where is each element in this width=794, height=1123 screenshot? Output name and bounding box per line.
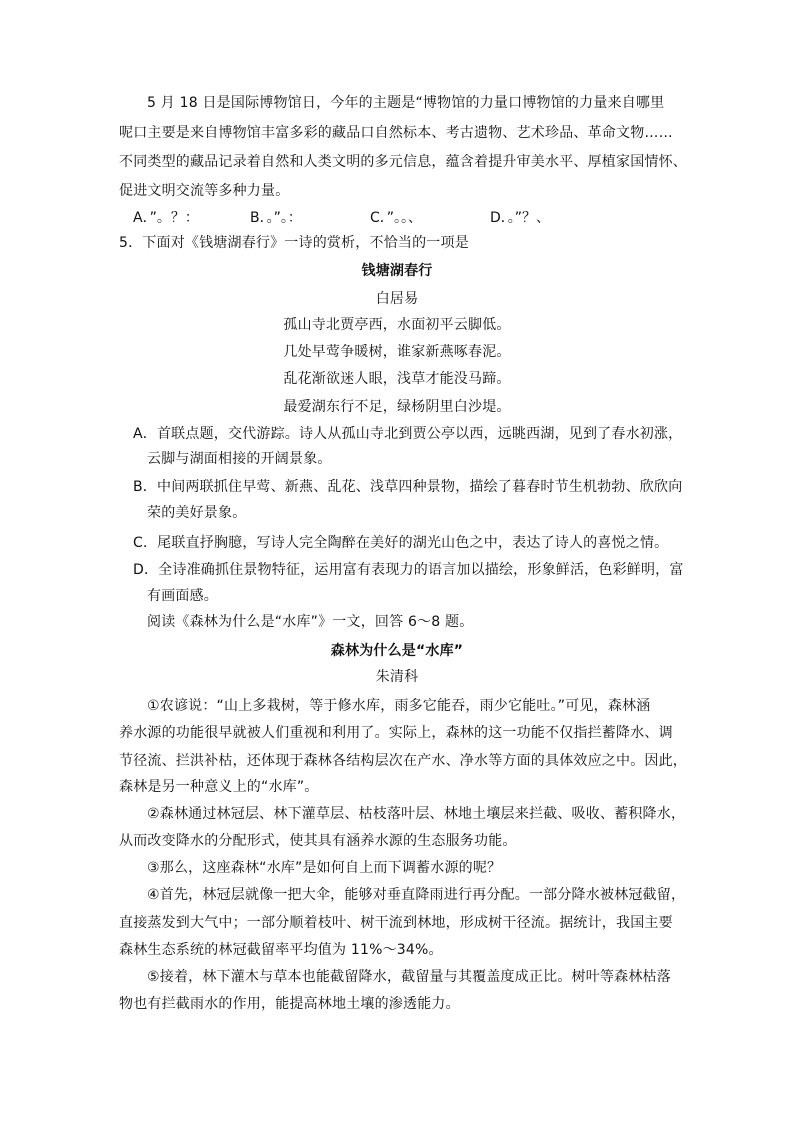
paragraph-2-line: 从而改变降水的分配形式，使其具有涵养水源的生态服务功能。 bbox=[119, 833, 517, 849]
paragraph-1-line: 森林是另一种意义上的“水库”。 bbox=[119, 779, 319, 795]
poem-line: 孤山寺北贾亭西，水面初平云脚低。 bbox=[283, 317, 511, 333]
q5-option-a-cont: 云脚与湖面相接的开阔景象。 bbox=[147, 451, 332, 467]
poem-line: 几处早莺争暖树，谁家新燕啄春泥。 bbox=[283, 344, 511, 360]
paragraph-4-line: 森林生态系统的林冠截留率平均值为 11%～34%。 bbox=[119, 942, 443, 958]
reading-intro: 阅读《森林为什么是“水库”》一文，回答 6～8 题。 bbox=[147, 614, 474, 630]
q5-option-b-cont: 荣的美好景象。 bbox=[147, 505, 247, 521]
poem-author: 白居易 bbox=[375, 291, 419, 307]
q4-passage-line-4: 促进文明交流等多种力量。 bbox=[119, 183, 290, 199]
q4-option-c: C．”。。、 bbox=[370, 210, 423, 226]
article-title: 森林为什么是“水库” bbox=[330, 643, 464, 659]
paragraph-2: ②森林通过林冠层、林下灌草层、枯枝落叶层、林地土壤层来拦截、吸收、蓄积降水， bbox=[147, 806, 686, 822]
paragraph-5: ⑤接着，林下灌木与草本也能截留降水，截留量与其覆盖度成正比。树叶等森林枯落 bbox=[147, 969, 671, 985]
paragraph-1-line: 养水源的功能很早就被人们重视和利用了。实际上，森林的这一功能不仅指拦蓄降水、调 bbox=[119, 725, 673, 741]
paragraph-1: ①农谚说：“山上多栽树，等于修水库，雨多它能吞，雨少它能吐。”可见，森林涵 bbox=[147, 698, 651, 714]
q4-option-b: B．。”。： bbox=[250, 210, 302, 226]
article-author: 朱清科 bbox=[375, 669, 419, 685]
q5-stem: 5．下面对《钱塘湖春行》一诗的赏析，不恰当的一项是 bbox=[119, 235, 469, 251]
poem-line: 乱花渐欲迷人眼，浅草才能没马蹄。 bbox=[283, 371, 511, 387]
q4-passage-line-1: 5 月 18 日是国际博物馆日，今年的主题是“博物馆的力量口博物馆的力量来自哪里 bbox=[147, 95, 665, 111]
q5-option-a: A．首联点题，交代游踪。诗人从孤山寺北到贾公亭以西，远眺西湖，见到了春水初涨， bbox=[133, 426, 683, 442]
q4-option-a: A．”。？： bbox=[133, 210, 199, 226]
q5-option-c: C．尾联直抒胸臆，写诗人完全陶醉在美好的湖光山色之中，表达了诗人的喜悦之情。 bbox=[133, 535, 669, 551]
poem-line: 最爱湖东行不足，绿杨阴里白沙堤。 bbox=[283, 399, 511, 415]
paragraph-4: ④首先，林冠层就像一把大伞，能够对垂直降雨进行再分配。一部分降水被林冠截留， bbox=[147, 887, 686, 903]
paragraph-5-line: 物也有拦截雨水的作用，能提高林地土壤的渗透能力。 bbox=[119, 996, 460, 1012]
paragraph-4-line: 直接蒸发到大气中；一部分顺着枝叶、树干流到林地，形成树干径流。据统计，我国主要 bbox=[119, 915, 673, 931]
paragraph-3: ③那么，这座森林“水库”是如何自上而下调蓄水源的呢？ bbox=[147, 860, 502, 876]
q5-option-d: D．全诗准确抓住景物特征，运用富有表现力的语言加以描绘，形象鲜活，色彩鲜明，富 bbox=[133, 562, 684, 578]
paragraph-1-line: 节径流、拦洪补枯，还体现于森林各结构层次在产水、净水等方面的具体效应之中。因此， bbox=[119, 753, 687, 769]
q5-option-b: B．中间两联抓住早莺、新燕、乱花、浅草四种景物，描绘了暮春时节生机勃勃、欣欣向 bbox=[133, 479, 683, 495]
q4-passage-line-2: 呢口主要是来自博物馆丰富多彩的藏品口自然标本、考古遗物、艺术珍品、革命文物…… bbox=[119, 125, 673, 141]
q4-option-d: D．。”？、 bbox=[490, 210, 551, 226]
q4-passage-line-3: 不同类型的藏品记录着自然和人类文明的多元信息，蕴含着提升审美水平、厚植家国情怀、 bbox=[119, 154, 687, 170]
poem-title: 钱塘湖春行 bbox=[361, 263, 433, 279]
q5-option-d-cont: 有画面感。 bbox=[147, 588, 218, 604]
